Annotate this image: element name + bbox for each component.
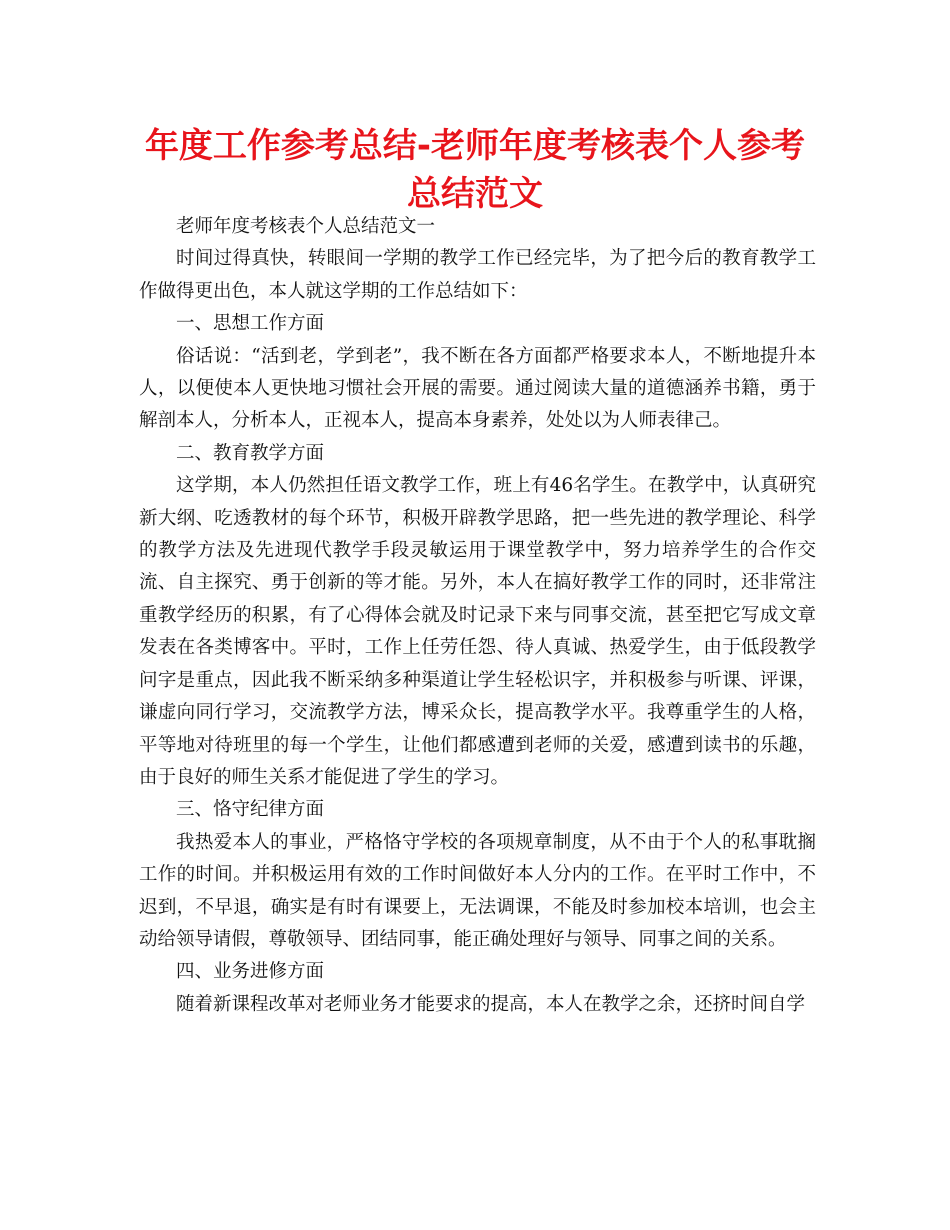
document-body: [139, 211, 816, 1021]
paragraph-subtitle: 老师年度考核表个人总结范文一: [176, 216, 436, 237]
section-heading-discipline: 三、恪守纪律方面: [176, 799, 325, 821]
paragraph-study: 随着新课程改革对老师业务才能要求的提高，本人在教学之余，还挤时间自学: [176, 993, 806, 1015]
section-heading-thought: 一、思想工作方面: [176, 313, 325, 335]
document-title: 年度工作参考总结-老师年度考核表个人参考总结范文: [144, 126, 806, 214]
section-heading-study: 四、业务进修方面: [176, 961, 325, 983]
section-heading-teaching: 二、教育教学方面: [176, 442, 325, 464]
paragraph-intro: 时间过得真快，转眼间一学期的教学工作已经完毕，为了把今后的教育教学工作做得更出色，本人就这学期的工作总结如下：: [139, 248, 816, 302]
paragraph-teaching: 这学期，本人仍然担任语文教学工作，班上有46名学生。在教学中，认真研究新大纲、吃透教材的每个环节，积极开辟教学思路，把一些先进的教学理论、科学的教学方法及先进现代教学手段灵敏运用于课堂教学中，努力培养学生的合作交流、自主探究、勇于创新的等才能。另外，本人在搞好教学工作的同时，还非常注重教学经历的积累，有了心得体会就及时记录下来与同事交流，甚至把它写成文章发表在各类博客中。平时，工作上任劳任怨、待人真诚、热爱学生，由于低段教学问字是重点，因此我不断采纳多种渠道让学生轻松识字，并积极参与听课、评课，谦虚向同行学习，交流教学方法，博采众长，提高教学水平。我尊重学生的人格，平等地对待班里的每一个学生，让他们都感遭到老师的关爱，感遭到读书的乐趣，由于良好的师生关系才能促进了学生的学习。: [139, 475, 816, 788]
paragraph-discipline: 我热爱本人的事业，严格恪守学校的各项规章制度，从不由于个人的私事耽搁工作的时间。并积极运用有效的工作时间做好本人分内的工作。在平时工作中，不迟到，不早退，确实是有时有课要上，无法调课，不能及时参加校本培训，也会主动给领导请假，尊敬领导、团结同事，能正确处理好与领导、同事之间的关系。: [139, 831, 816, 950]
paragraph-thought: 俗话说：“活到老，学到老”，我不断在各方面都严格要求本人，不断地提升本人，以便使本人更快地习惯社会开展的需要。通过阅读大量的道德涵养书籍，勇于解剖本人，分析本人，正视本人，提高本身素养，处处以为人师表律己。: [139, 345, 816, 432]
